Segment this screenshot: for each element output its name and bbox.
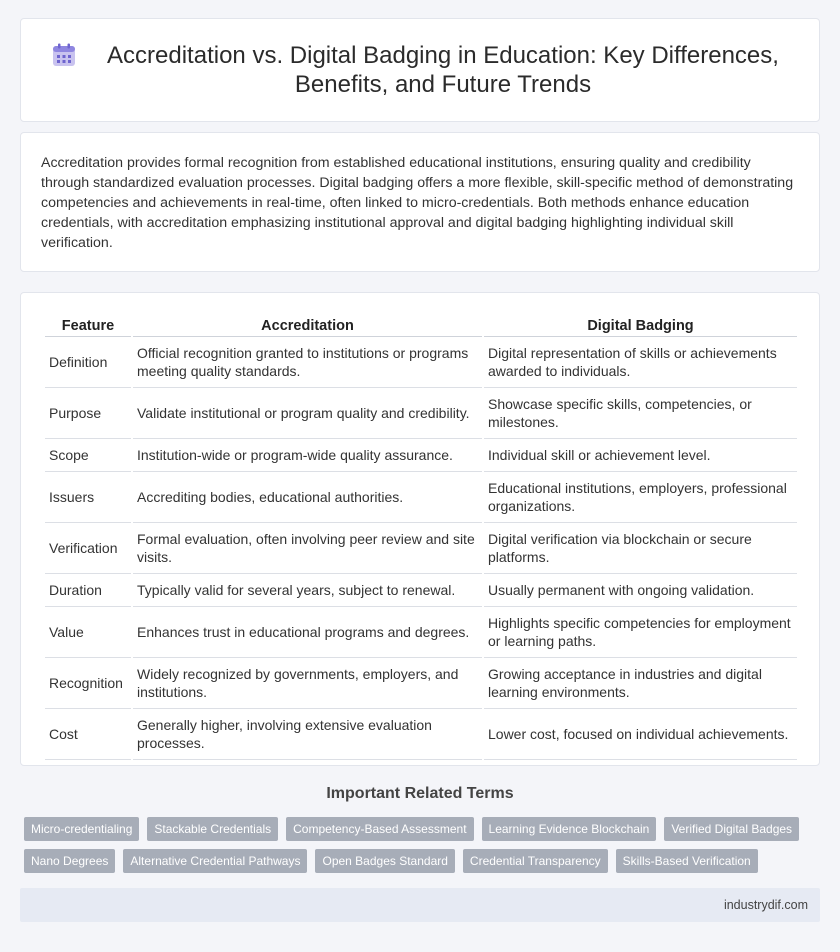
feature-cell: Scope	[45, 439, 131, 472]
intro-paragraph: Accreditation provides formal recognition from established educational institutions, ensuring quality and credibility through standardized evaluation processes. Digital badging offers a more flexible, skill-specific method of demonstrating competencies and achievements in real-time, often linked to micro-credentials. Both methods enhance education credentials, with accreditation emphasizing institutional approval and digital badging highlighting individual skill verification.	[41, 155, 794, 251]
related-term-tag[interactable]: Open Badges Standard	[315, 849, 454, 873]
table-row	[45, 439, 797, 472]
accreditation-cell: Enhances trust in educational programs and degrees.	[133, 607, 482, 658]
accreditation-cell: Formal evaluation, often involving peer review and site visits.	[133, 523, 482, 574]
badging-cell: Showcase specific skills, competencies, or milestones.	[484, 388, 797, 439]
table-row	[45, 472, 797, 523]
column-header-digital-badging: Digital Badging	[484, 311, 797, 337]
column-header-feature: Feature	[45, 311, 131, 337]
footer	[20, 888, 820, 922]
table-row	[45, 574, 797, 607]
page-title: Accreditation vs. Digital Badging in Education: Key Differences, Benefits, and Future Trends	[107, 42, 779, 98]
accreditation-cell: Generally higher, involving extensive evaluation processes.	[133, 709, 482, 760]
table-row	[45, 337, 797, 388]
badging-cell: Digital verification via blockchain or secure platforms.	[484, 523, 797, 574]
intro-card	[20, 132, 820, 272]
accreditation-cell: Widely recognized by governments, employers, and institutions.	[133, 658, 482, 709]
feature-cell: Purpose	[45, 388, 131, 439]
badging-cell: Highlights specific competencies for employment or learning paths.	[484, 607, 797, 658]
calendar-grid-icon	[51, 42, 77, 68]
related-term-tag[interactable]: Micro-credentialing	[24, 817, 139, 841]
table-row	[45, 523, 797, 574]
feature-cell: Verification	[45, 523, 131, 574]
badging-cell: Usually permanent with ongoing validation.	[484, 574, 797, 607]
related-term-tag[interactable]: Credential Transparency	[463, 849, 608, 873]
related-term-tag[interactable]: Nano Degrees	[24, 849, 115, 873]
table-row	[45, 607, 797, 658]
badging-cell: Lower cost, focused on individual achievements.	[484, 709, 797, 760]
column-header-accreditation: Accreditation	[133, 311, 482, 337]
badging-cell: Individual skill or achievement level.	[484, 439, 797, 472]
table-row	[45, 709, 797, 760]
feature-cell: Duration	[45, 574, 131, 607]
accreditation-cell: Official recognition granted to institutions or programs meeting quality standards.	[133, 337, 482, 388]
badging-cell: Educational institutions, employers, professional organizations.	[484, 472, 797, 523]
accreditation-cell: Validate institutional or program quality and credibility.	[133, 388, 482, 439]
accreditation-cell: Institution-wide or program-wide quality assurance.	[133, 439, 482, 472]
feature-cell: Issuers	[45, 472, 131, 523]
accreditation-cell: Accrediting bodies, educational authorities.	[133, 472, 482, 523]
accreditation-cell: Typically valid for several years, subject to renewal.	[133, 574, 482, 607]
related-term-tag[interactable]: Learning Evidence Blockchain	[482, 817, 657, 841]
comparison-table-card	[20, 292, 820, 766]
table-header-row	[45, 311, 797, 337]
footer-site-link[interactable]: industrydif.com	[723, 898, 808, 912]
related-term-tag[interactable]: Skills-Based Verification	[616, 849, 758, 873]
related-terms-title: Important Related Terms	[326, 785, 514, 802]
header-card	[20, 18, 820, 122]
table-row	[45, 658, 797, 709]
feature-cell: Recognition	[45, 658, 131, 709]
table-row	[45, 388, 797, 439]
badging-cell: Digital representation of skills or achievements awarded to individuals.	[484, 337, 797, 388]
feature-cell: Definition	[45, 337, 131, 388]
feature-cell: Value	[45, 607, 131, 658]
related-term-tag[interactable]: Alternative Credential Pathways	[123, 849, 307, 873]
related-term-tag[interactable]: Verified Digital Badges	[664, 817, 799, 841]
feature-cell: Cost	[45, 709, 131, 760]
badging-cell: Growing acceptance in industries and digital learning environments.	[484, 658, 797, 709]
related-term-tag[interactable]: Competency-Based Assessment	[286, 817, 473, 841]
comparison-table	[43, 311, 799, 760]
related-term-tag[interactable]: Stackable Credentials	[147, 817, 278, 841]
related-terms-list	[24, 817, 824, 873]
